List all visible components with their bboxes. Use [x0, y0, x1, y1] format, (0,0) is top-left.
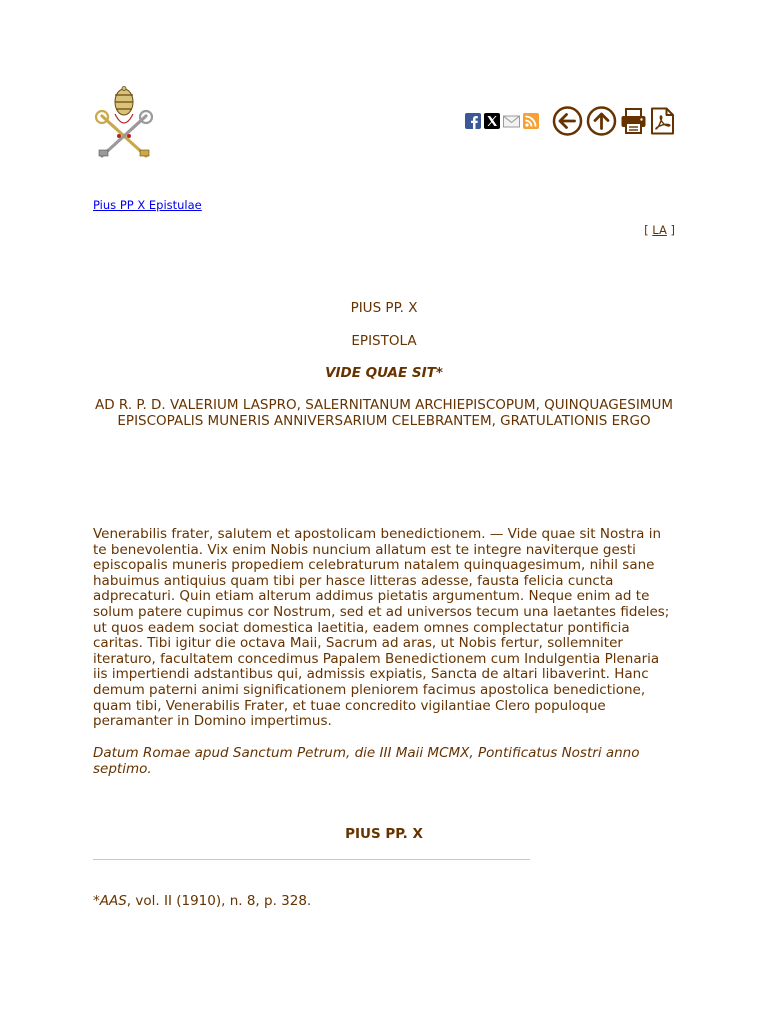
facebook-icon[interactable]: [465, 113, 481, 133]
letter-body: Venerabilis frater, salutem et apostolicam benedictionem. — Vide quae sit Nostra in te benevolentia. Vix enim Nobis nuncium allatum est te integre naviterque gesti episcopalis muneris propediem celebraturum natalem quinquagesimum, nihil sane habuimus antiquius quam tibi per hasce litteras adesse, fausta felicia cuncta adprecaturi. Quin etiam alterum addimus pietatis argumentum. Neque enim ad te solum patere cupimus cor Nostrum, sed et ad universos tecum una laetantes fideles; ut quos eadem sociat domestica laetitia, eadem omnes complectatur pontificia caritas. Tibi igitur die octava Maii, Sacrum ad aras, ut Nobis fertur, sollemniter iteraturo, facultatem concedimus Papalem Benedictionem cum Indulgentia Plenaria iis impertiendi adstantibus qui, admissis expiatis, Sancta de altari libaverint. Hanc demum paterni animi significationem pleniorem facimus apostolica benedictione, quam tibi, Venerabilis Frater, et tuae concredito vigilantiae Clero populoque peramanter in Domino impertimus.: [93, 526, 670, 730]
document-author: PIUS PP. X: [350, 300, 418, 316]
navigation-icons: [552, 106, 675, 140]
footnote-marker: *: [93, 893, 100, 909]
lang-link-la[interactable]: LA: [652, 223, 667, 237]
email-icon[interactable]: [503, 113, 520, 133]
footnote: [93, 893, 311, 909]
footnote-divider: [93, 859, 530, 860]
header: [93, 86, 675, 162]
pdf-icon[interactable]: [650, 107, 675, 139]
printer-icon[interactable]: [620, 107, 647, 139]
back-arrow-icon[interactable]: [552, 106, 583, 140]
document-address: AD R. P. D. VALERIUM LASPRO, SALERNITANUM ARCHIEPISCOPUM, QUINQUAGESIMUM EPISCOPALIS MUNERIS ANNIVERSARIUM CELEBRANTEM, GRATULATIONIS ERGO: [95, 397, 673, 429]
breadcrumb: [93, 198, 202, 212]
letter-date-line: Datum Romae apud Sanctum Petrum, die III Maii MCMX, Pontificatus Nostri anno septimo.: [93, 745, 640, 777]
breadcrumb-link[interactable]: Pius PP X Epistulae: [93, 198, 202, 212]
toolbar: [465, 108, 675, 138]
share-icons: [465, 113, 539, 133]
signature: PIUS PP. X: [345, 826, 423, 842]
lang-bracket-close: ]: [670, 223, 675, 237]
x-twitter-icon[interactable]: [484, 113, 500, 133]
document-type: EPISTOLA: [351, 333, 417, 349]
up-arrow-icon[interactable]: [586, 106, 617, 140]
papal-emblem-icon: [93, 86, 155, 160]
language-switcher: [644, 223, 675, 237]
footnote-citation: , vol. II (1910), n. 8, p. 328.: [126, 893, 312, 909]
footnote-source: AAS: [99, 893, 127, 909]
rss-icon[interactable]: [523, 113, 539, 133]
lang-bracket-open: [: [644, 223, 649, 237]
document-title: VIDE QUAE SIT*: [325, 365, 443, 381]
